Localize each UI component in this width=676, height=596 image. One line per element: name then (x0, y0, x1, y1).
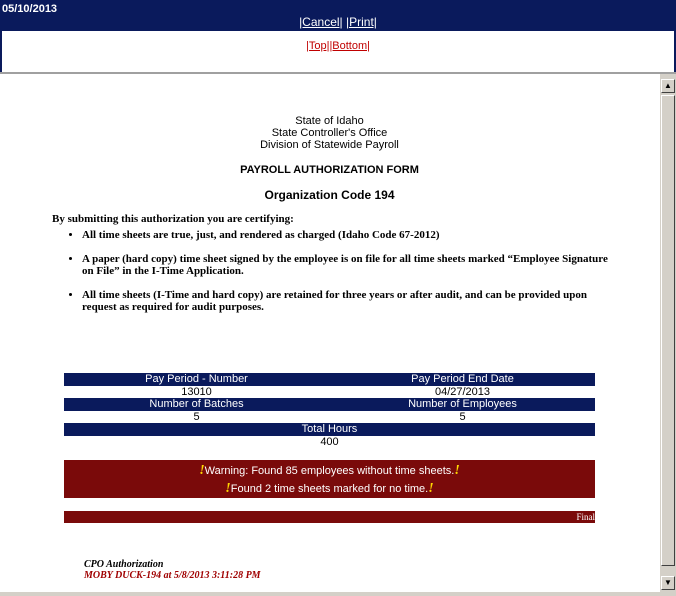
certifying-statement: By submitting this authorization you are certifying: (52, 213, 294, 225)
end-date-label: Pay Period End Date (411, 373, 514, 385)
authorization-signer: MOBY DUCK-194 at 5/8/2013 3:11:28 PM (84, 570, 261, 581)
print-link[interactable]: |Print| (346, 15, 377, 29)
pay-period-label: Pay Period - Number (145, 373, 248, 385)
top-link[interactable]: |Top| (305, 40, 330, 52)
cancel-link[interactable]: |Cancel| (299, 15, 343, 29)
scroll-up-button[interactable] (661, 79, 675, 93)
warning-icon: ! (225, 481, 231, 496)
agency-line-1: State of Idaho (295, 115, 364, 127)
employees-label: Number of Employees (408, 398, 517, 410)
nav-links (0, 40, 676, 52)
pay-period-value-row (64, 386, 595, 398)
total-hours-header-row (64, 423, 595, 436)
list-item: • A paper (hard copy) time sheet signed by the employee is on file for all time sheets marked “Employee Signature on File” in the I-Time Application. (82, 253, 622, 277)
scrollbar-thumb[interactable] (661, 95, 675, 566)
batches-label: Number of Batches (149, 398, 244, 410)
agency-line-2: State Controller's Office (271, 127, 388, 139)
list-item: • All time sheets are true, just, and rendered as charged (Idaho Code 67-2012) (82, 229, 622, 241)
pay-period-value: 13010 (181, 386, 212, 398)
warning-icon: ! (428, 481, 434, 496)
header-date: 05/10/2013 (2, 3, 58, 15)
vertical-scrollbar[interactable] (659, 74, 676, 592)
batches-header-row (64, 398, 595, 411)
bottom-link[interactable]: |Bottom| (329, 40, 370, 52)
total-hours-label: Total Hours (301, 423, 358, 435)
total-hours-value: 400 (320, 436, 339, 448)
certification-list (60, 229, 622, 325)
organization-code: Organization Code 194 (264, 188, 395, 202)
header-actions (0, 15, 676, 29)
warning-text-1: Warning: Found 85 employees without time sheets. (204, 465, 455, 477)
employees-value: 5 (459, 411, 466, 423)
status-bar (64, 511, 595, 523)
form-title: PAYROLL AUTHORIZATION FORM (240, 164, 419, 176)
batches-value: 5 (193, 411, 200, 423)
top-header-bar (0, 0, 676, 31)
warning-line-1 (64, 463, 595, 479)
authorization-title: CPO Authorization (84, 559, 164, 570)
warning-line-2 (64, 481, 595, 497)
status-final: Final (576, 512, 595, 522)
warning-box (64, 460, 595, 498)
scroll-down-button[interactable] (661, 576, 675, 590)
warning-icon: ! (199, 463, 205, 478)
scroll-up-icon: ▲ (664, 81, 672, 90)
list-item: • All time sheets (I-Time and hard copy) are retained for three years or after audit, and can be provided upon request as required for audit purposes. (82, 289, 622, 313)
pay-period-header-row (64, 373, 595, 386)
batches-value-row (64, 411, 595, 423)
agency-line-3: Division of Statewide Payroll (260, 139, 399, 151)
cpo-authorization (84, 559, 261, 581)
warning-text-2: Found 2 time sheets marked for no time. (230, 483, 429, 495)
scroll-down-icon: ▼ (664, 578, 672, 587)
end-date-value: 04/27/2013 (434, 386, 491, 398)
agency-address (0, 115, 659, 151)
window-bottom-edge (0, 592, 676, 596)
total-hours-value-row (64, 436, 595, 448)
warning-icon: ! (454, 463, 460, 478)
form-content (0, 74, 659, 592)
